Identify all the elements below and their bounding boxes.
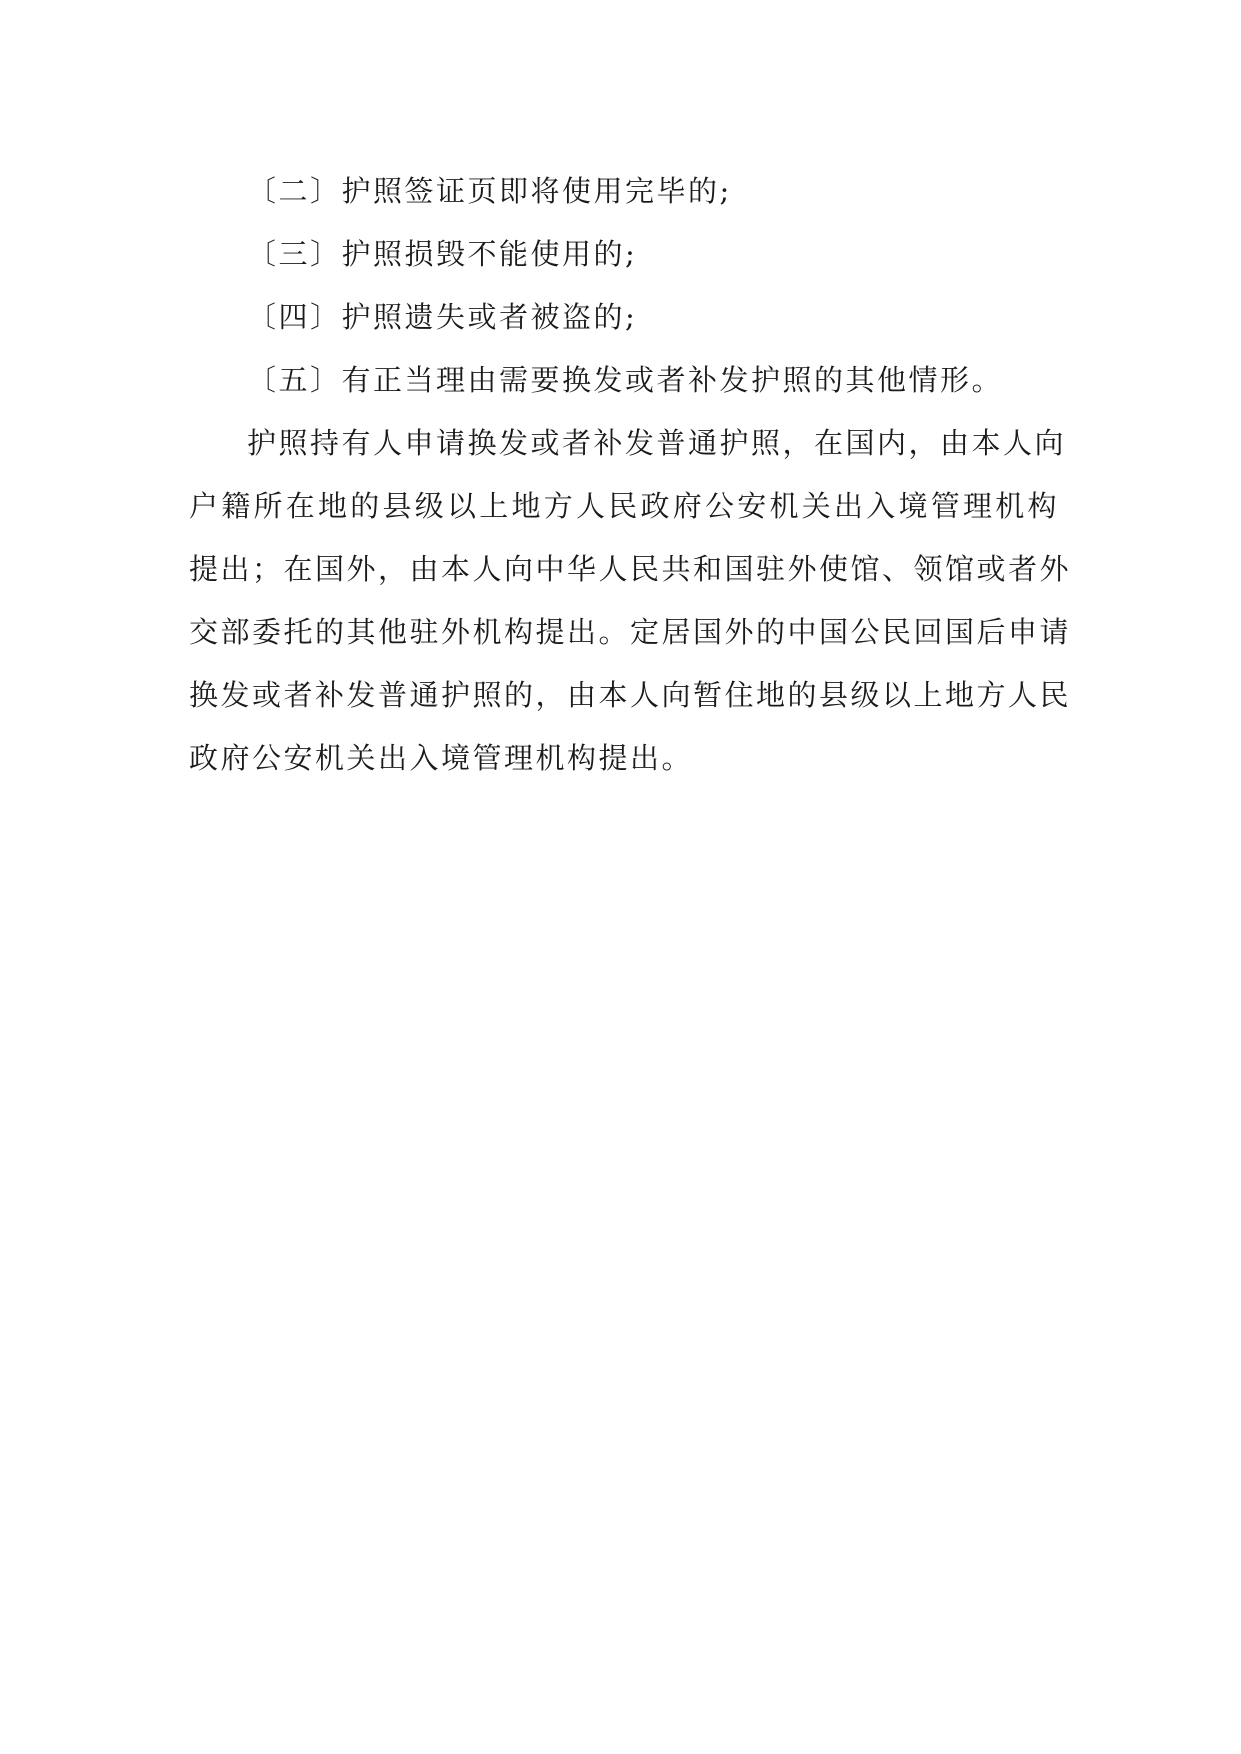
paragraph-line-2: 户籍所在地的县级以上地方人民政府公安机关出入境管理机构 (189, 489, 1059, 523)
paragraph-line-4: 交部委托的其他驻外机构提出。定居国外的中国公民回国后申请 (189, 615, 1072, 649)
paragraph-line-5: 换发或者补发普通护照的，由本人向暂住地的县级以上地方人民 (189, 678, 1072, 712)
list-item-4: 〔四〕护照遗失或者被盗的; (247, 300, 638, 334)
paragraph-line-6: 政府公安机关出入境管理机构提出。 (189, 741, 694, 775)
list-item-3: 〔三〕护照损毁不能使用的; (247, 237, 638, 271)
list-item-2: 〔二〕护照签证页即将使用完毕的; (247, 174, 732, 208)
document-body (189, 160, 1072, 790)
paragraph-line-3: 提出；在国外，由本人向中华人民共和国驻外使馆、领馆或者外 (189, 552, 1072, 586)
list-item-5: 〔五〕有正当理由需要换发或者补发护照的其他情形。 (247, 363, 1004, 397)
paragraph-line-1: 护照持有人申请换发或者补发普通护照，在国内，由本人向 (247, 426, 1067, 460)
